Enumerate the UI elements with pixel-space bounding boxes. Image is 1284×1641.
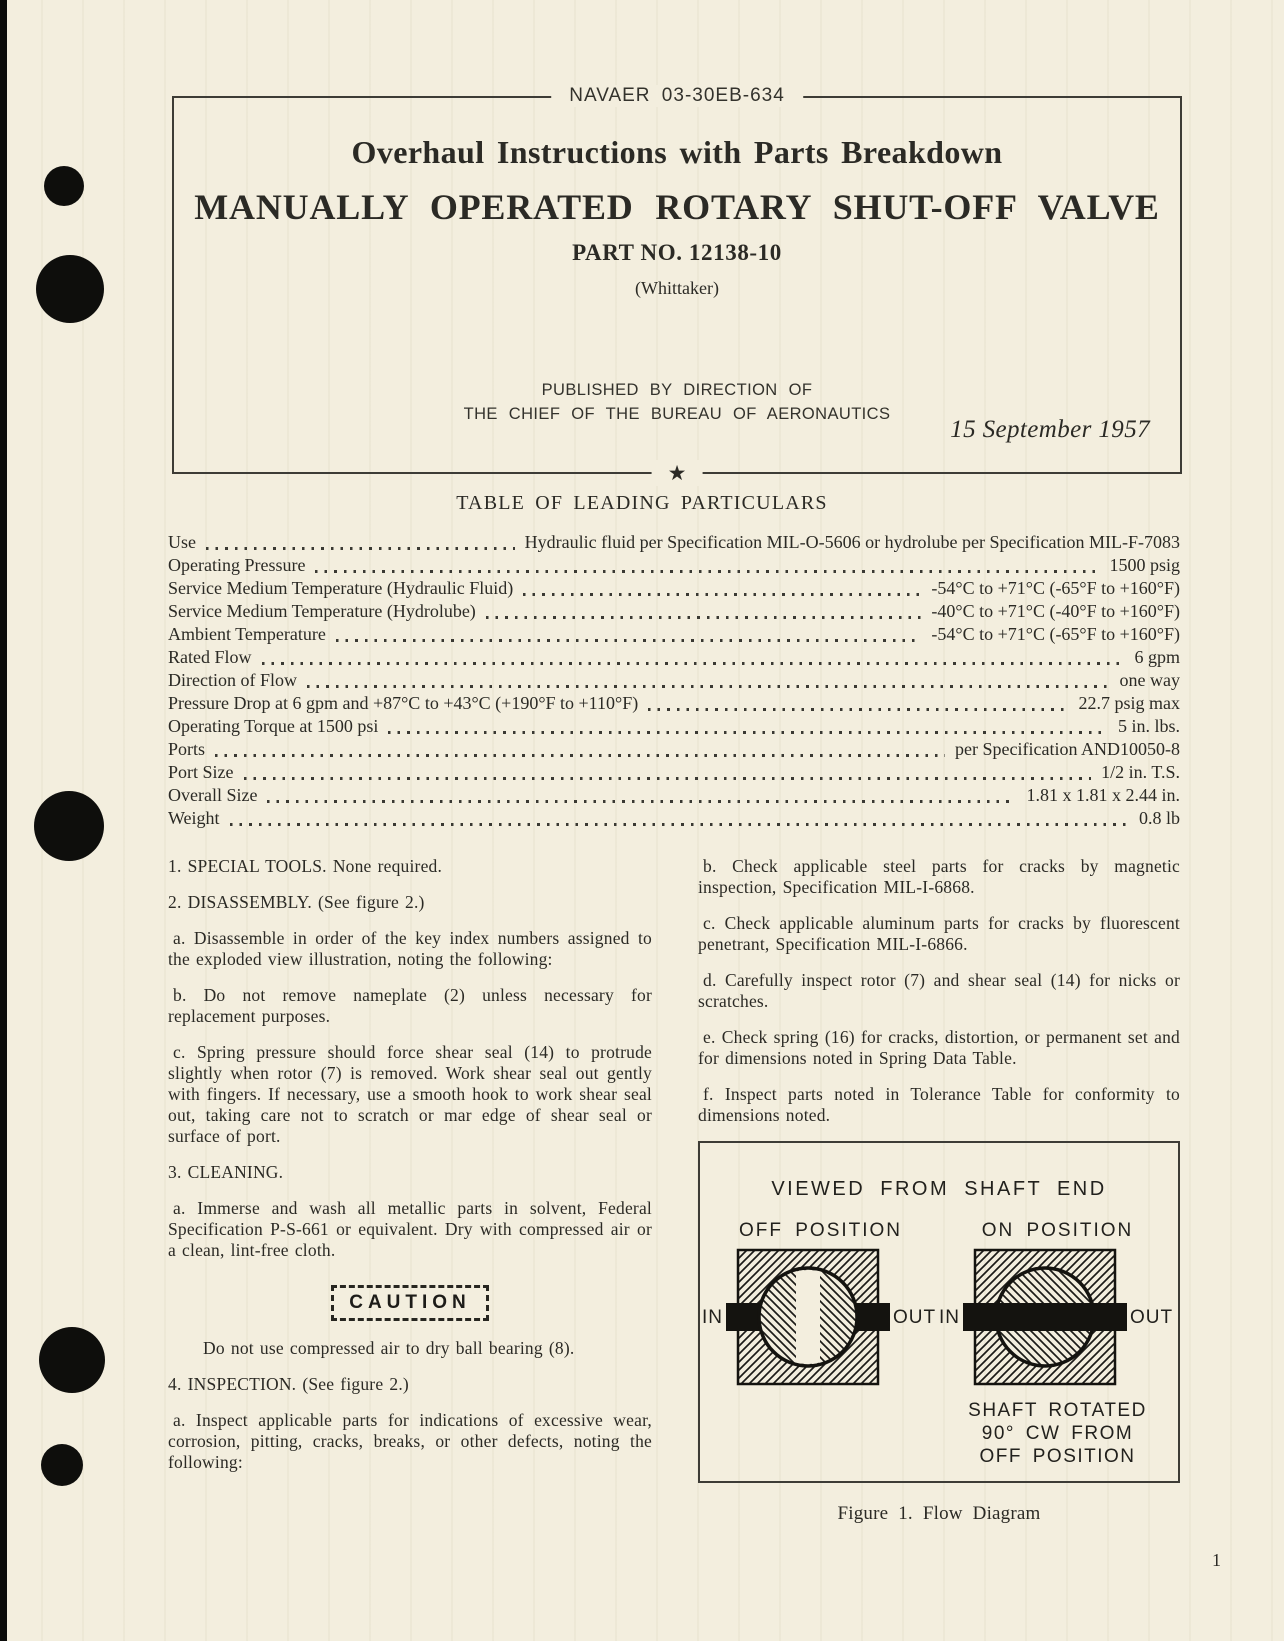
section-heading: 3. CLEANING. [168,1162,284,1182]
binder-hole [44,166,84,206]
row-label: Pressure Drop at 6 gpm and +87°C to +43°C (+190°F to +110°F) [168,693,639,713]
row-label: Ports [168,739,206,759]
scan-edge-strip [0,0,7,1641]
publication-code: NAVAER 03-30EB-634 [551,85,803,107]
main-title: MANUALLY OPERATED ROTARY SHUT-OFF VALVE [194,187,1160,227]
row-label: Weight [168,808,220,828]
particulars-row [168,738,1180,761]
left-column [168,856,652,1524]
particulars-row [168,600,1180,623]
row-label: Port Size [168,762,234,782]
row-value: 22.7 psig max [1078,693,1180,713]
particulars-row [168,669,1180,692]
row-label: Use [168,532,196,552]
caution-label: CAUTION [349,1292,471,1313]
vendor-name: (Whittaker) [635,278,719,298]
in-port-label: IN [939,1306,960,1328]
section-heading: 2. DISASSEMBLY. (See figure 2.) [168,892,425,912]
out-port-label: OUT [893,1306,937,1328]
row-value: -54°C to +71°C (-65°F to +160°F) [931,578,1180,598]
caution-box [331,1285,489,1321]
particulars-row [168,646,1180,669]
particulars-title: TABLE OF LEADING PARTICULARS [456,492,828,514]
off-position-diagram [702,1220,939,1468]
caution-text: Do not use compressed air to dry ball bearing (8). [203,1338,575,1358]
body-columns [168,856,1180,1524]
leader-dots [206,547,515,550]
row-label: Direction of Flow [168,670,297,690]
leader-dots [336,639,922,642]
paragraph: b. Do not remove nameplate (2) unless necessary for replacement purposes. [168,985,652,1026]
leader-dots [648,708,1068,711]
row-label: Ambient Temperature [168,624,326,644]
paragraph: b. Check applicable steel parts for cracks by magnetic inspection, Specification MIL-I-6868. [698,856,1180,897]
off-position-label: OFF POSITION [738,1220,903,1241]
figure-note-line1: SHAFT ROTATED [968,1400,1147,1421]
paragraph: a. Inspect applicable parts for indications of excessive wear, corrosion, pitting, cracks, breaks, or other defects, noting the following: [168,1410,652,1472]
particulars-row [168,531,1180,554]
publication-date: 15 September 1957 [950,416,1150,443]
row-value: 6 gpm [1134,647,1180,667]
row-label: Overall Size [168,785,258,805]
row-label: Operating Torque at 1500 psi [168,716,379,736]
part-number: PART NO. 12138-10 [572,240,782,265]
row-value: Hydraulic fluid per Specification MIL-O-5606 or hydrolube per Specification MIL-F-7083 [524,532,1180,552]
row-label: Service Medium Temperature (Hydrolube) [168,601,476,621]
figure-caption: Figure 1. Flow Diagram [837,1503,1041,1524]
leader-dots [267,800,1016,803]
binder-hole [34,791,104,861]
row-label: Rated Flow [168,647,252,667]
row-value: 1.81 x 1.81 x 2.44 in. [1026,785,1180,805]
particulars-row [168,807,1180,830]
particulars-row [168,554,1180,577]
valve-diagrams [700,1220,1178,1468]
leader-dots [215,754,945,757]
valve-off-illustration [726,1247,890,1387]
right-column [698,856,1180,1524]
star-icon: ★ [652,460,703,486]
page-number: 1 [1212,1550,1221,1570]
row-label: Operating Pressure [168,555,306,575]
leader-dots [388,731,1108,734]
caution-block [168,1285,652,1321]
valve-on-illustration [963,1247,1127,1387]
doc-type-title: Overhaul Instructions with Parts Breakdown [351,134,1003,170]
on-position-label: ON POSITION [981,1220,1134,1241]
leader-dots [315,570,1099,573]
particulars-row [168,692,1180,715]
row-value: 1/2 in. T.S. [1101,762,1180,782]
figure-note-line3: OFF POSITION [979,1446,1136,1467]
figure-view-title: VIEWED FROM SHAFT END [771,1178,1107,1200]
paragraph: a. Immerse and wash all metallic parts in solvent, Federal Specification P-S-661 or equivalent. Dry with compressed air or a clean, lint-free cloth. [168,1198,652,1260]
paragraph: a. Disassemble in order of the key index numbers assigned to the exploded view illustration, noting the following: [168,928,652,969]
figure-note [939,1399,1176,1468]
binder-hole [41,1444,83,1486]
binder-hole [39,1327,105,1393]
flow-diagram-figure [698,1141,1180,1483]
particulars-row [168,623,1180,646]
leader-dots [262,662,1125,665]
figure-note-line2: 90° CW FROM [981,1423,1134,1444]
row-value: 0.8 lb [1138,808,1180,828]
leader-dots [244,777,1092,780]
particulars-table [168,531,1180,830]
section-heading: 4. INSPECTION. (See figure 2.) [168,1374,409,1394]
section-heading: 1. SPECIAL TOOLS. None required. [168,856,443,876]
paragraph: e. Check spring (16) for cracks, distortion, or permanent set and for dimensions noted in Spring Data Table. [698,1027,1180,1068]
leader-dots [307,685,1110,688]
row-label: Service Medium Temperature (Hydraulic Fluid) [168,578,514,598]
particulars-row [168,577,1180,600]
on-position-diagram [939,1220,1176,1468]
paragraph: d. Carefully inspect rotor (7) and shear seal (14) for nicks or scratches. [698,970,1180,1011]
row-value: per Specification AND10050-8 [955,739,1180,759]
published-by-line1: PUBLISHED BY DIRECTION OF [541,381,813,399]
row-value: one way [1119,670,1180,690]
off-diagram-row [702,1247,939,1387]
paragraph: f. Inspect parts noted in Tolerance Table for conformity to dimensions noted. [698,1084,1180,1125]
paragraph: c. Spring pressure should force shear seal (14) to protrude slightly when rotor (7) is removed. Work shear seal out gently with fingers. If necessary, use a smooth hook to work shear seal out, taking care not to scratch or mar edge of shear seal or surface of port. [168,1042,652,1146]
leader-dots [486,616,922,619]
leader-dots [230,823,1129,826]
title-block [172,85,1182,485]
leader-dots [523,593,921,596]
particulars-row [168,715,1180,738]
particulars-row [168,784,1180,807]
particulars-row [168,761,1180,784]
binder-hole [36,255,104,323]
published-by-line2: THE CHIEF OF THE BUREAU OF AERONAUTICS [463,405,891,423]
paragraph: c. Check applicable aluminum parts for cracks by fluorescent penetrant, Specification MIL-I-6866. [698,913,1180,954]
row-value: 1500 psig [1109,555,1180,575]
out-port-label: OUT [1130,1306,1174,1328]
row-value: -40°C to +71°C (-40°F to +160°F) [931,601,1180,621]
row-value: -54°C to +71°C (-65°F to +160°F) [931,624,1180,644]
on-diagram-row [939,1247,1176,1387]
in-port-label: IN [702,1306,723,1328]
row-value: 5 in. lbs. [1117,716,1180,736]
